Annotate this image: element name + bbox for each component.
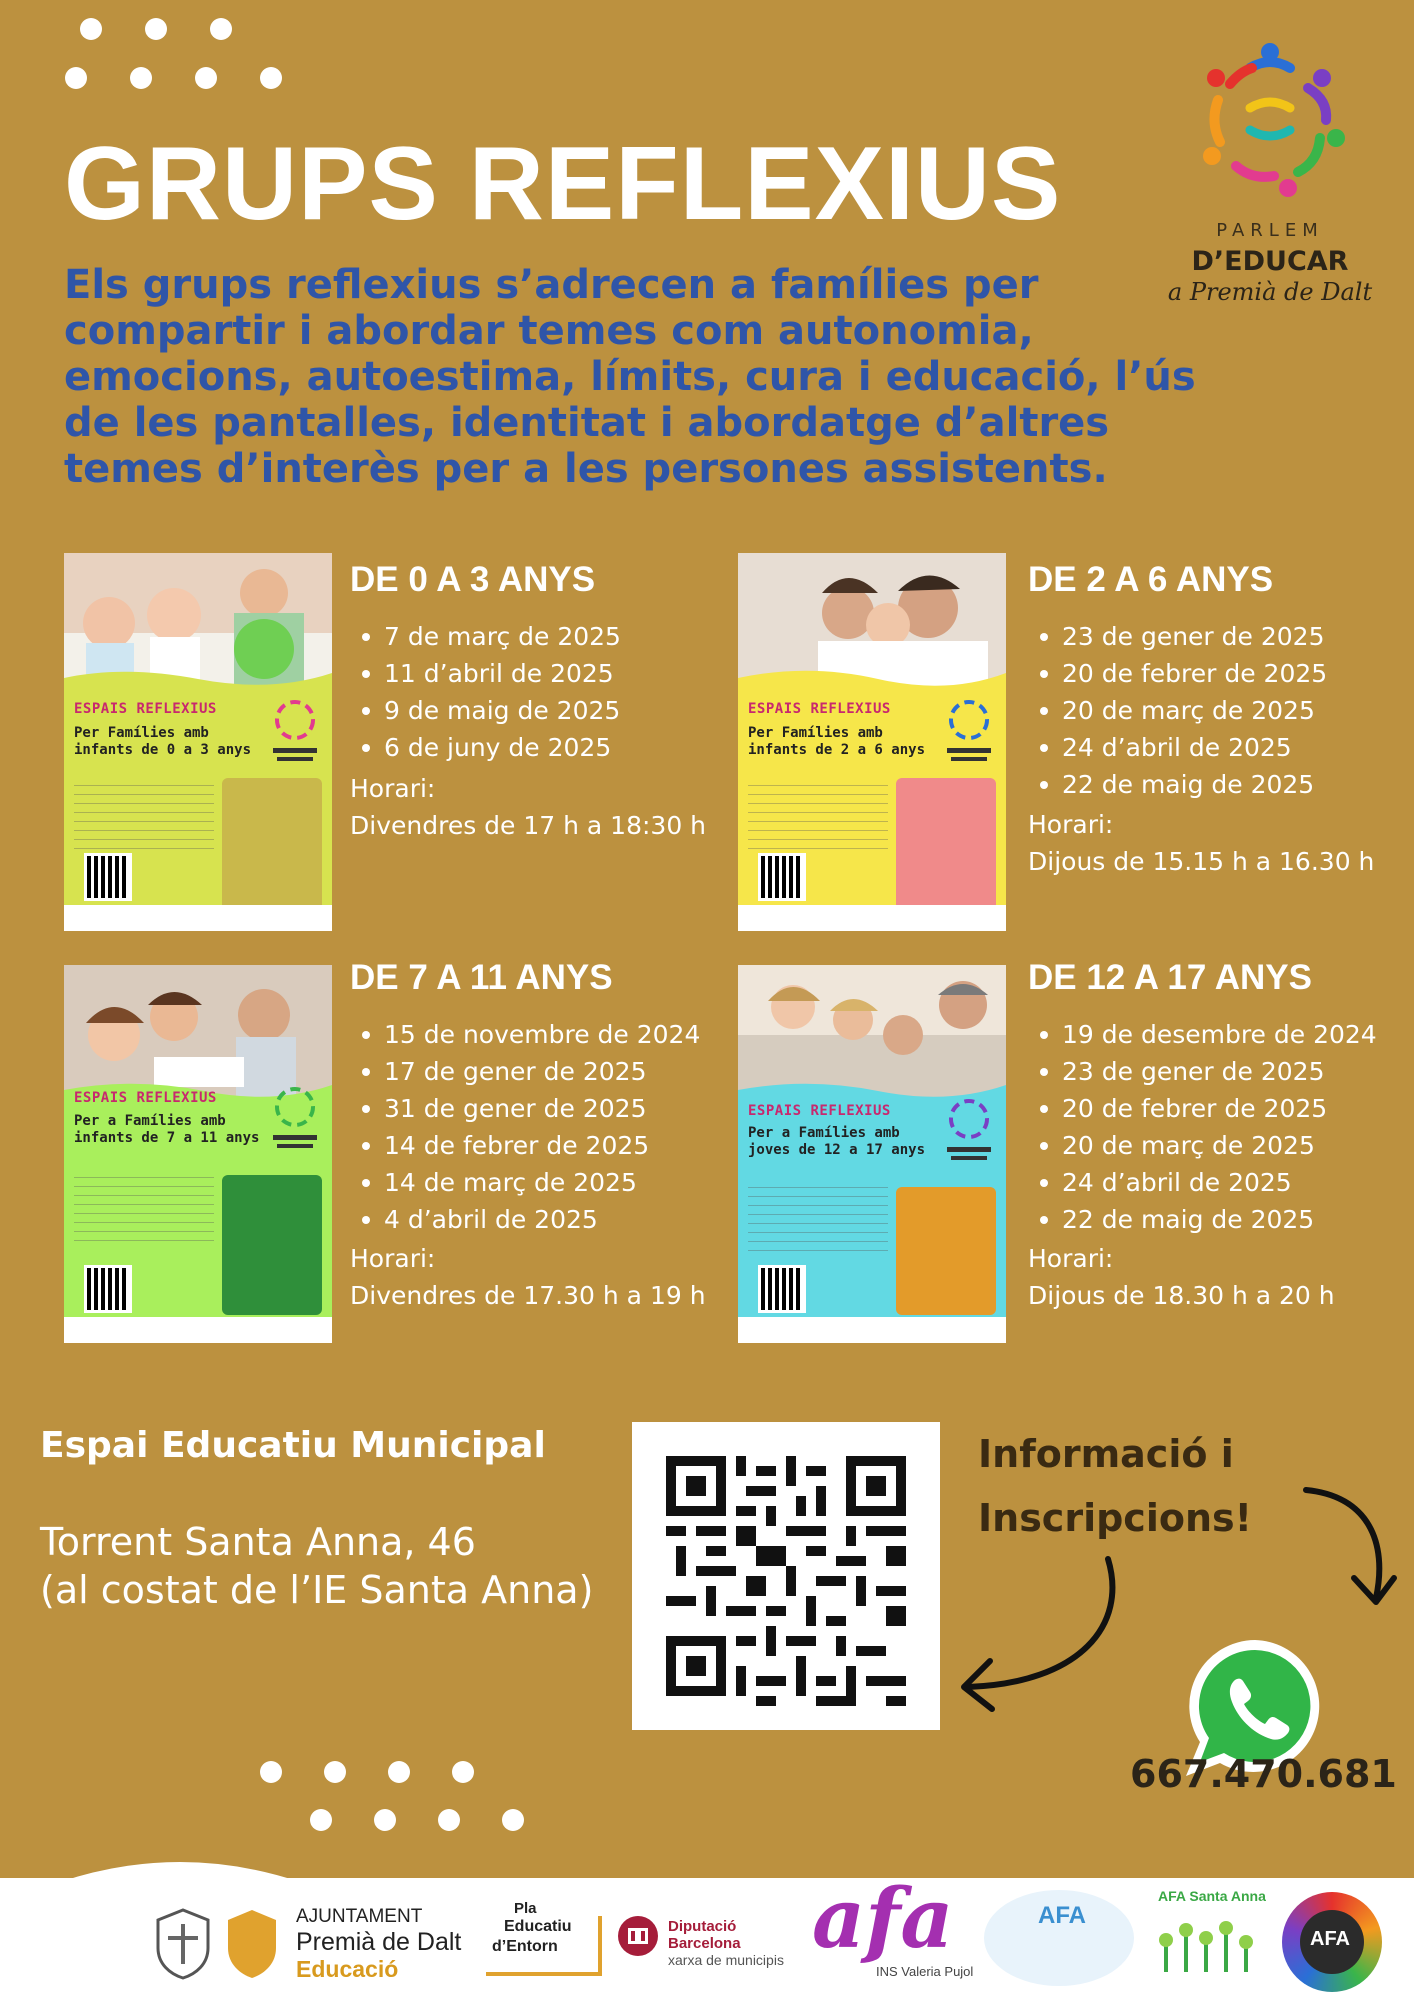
phone-number: 667.470.681 xyxy=(1130,1752,1397,1796)
poster-title: ESPAIS REFLEXIUS xyxy=(74,701,217,717)
date-item: 14 de febrer de 2025 xyxy=(350,1127,700,1164)
venue-address-line1: Torrent Santa Anna, 46 xyxy=(40,1520,476,1564)
date-item: 20 de febrer de 2025 xyxy=(1028,655,1327,692)
date-item: 31 de gener de 2025 xyxy=(350,1090,700,1127)
afa-escoles-logo xyxy=(984,1890,1134,1986)
horari-label: Horari: xyxy=(1028,810,1114,839)
date-item: 24 d’abril de 2025 xyxy=(1028,1164,1377,1201)
diputacio-icon xyxy=(616,1914,660,1958)
footer-logos xyxy=(0,1871,1414,2000)
afa-valeria-logo: afa xyxy=(812,1871,954,1967)
date-item: 19 de desembre de 2024 xyxy=(1028,1016,1377,1053)
date-item: 23 de gener de 2025 xyxy=(1028,1053,1377,1090)
page-title: GRUPS REFLEXIUS xyxy=(64,126,1062,242)
afa-santa-anna-text: AFA Santa Anna xyxy=(1158,1888,1266,1904)
ajuntament-shield-icon xyxy=(224,1908,280,1980)
pla-logo-line2: Educatiu xyxy=(504,1918,572,1935)
pla-logo-line1: Pla xyxy=(514,1900,537,1917)
date-item: 6 de juny de 2025 xyxy=(350,729,621,766)
poster-title: ESPAIS REFLEXIUS xyxy=(748,1103,891,1119)
afa-valeria-sub: INS Valeria Pujol xyxy=(876,1964,974,1979)
venue-address-line2: (al costat de l’IE Santa Anna) xyxy=(40,1568,594,1612)
afa-escoles-text: AFA xyxy=(1038,1902,1086,1929)
logo-line-3: a Premià de Dalt xyxy=(1167,278,1373,306)
poster-subtitle: Per Famílies amb infants de 2 a 6 anys xyxy=(748,725,926,758)
poster-title: ESPAIS REFLEXIUS xyxy=(748,701,891,717)
date-item: 22 de maig de 2025 xyxy=(1028,1201,1377,1238)
afa-manent-text: AFA xyxy=(1310,1928,1350,1950)
intro-line: compartir i abordar temes com autonomia, xyxy=(64,308,1034,354)
horari-value: Dijous de 18.30 h a 20 h xyxy=(1028,1281,1335,1310)
age-heading-0-3: DE 0 A 3 ANYS xyxy=(350,560,596,599)
intro-line: de les pantalles, identitat i abordatge d’altres xyxy=(64,400,1110,446)
date-item: 7 de març de 2025 xyxy=(350,618,621,655)
date-item: 14 de març de 2025 xyxy=(350,1164,700,1201)
pla-logo-line3: d’Entorn xyxy=(492,1938,558,1955)
afa-maria-manent-logo xyxy=(1282,1892,1382,1992)
ajuntament-logo-line1: AJUNTAMENT xyxy=(296,1906,423,1927)
horari-label: Horari: xyxy=(1028,1244,1114,1273)
ajuntament-logo-line2: Premià de Dalt xyxy=(296,1928,462,1956)
municipal-shield-icon xyxy=(154,1908,212,1980)
date-item: 9 de maig de 2025 xyxy=(350,692,621,729)
date-item: 24 d’abril de 2025 xyxy=(1028,729,1327,766)
afa-santa-anna-logo xyxy=(1142,1888,1266,1992)
diputacio-logo-line3: xarxa de municipis xyxy=(668,1952,784,1968)
footer-notch xyxy=(60,1852,300,1882)
venue-title: Espai Educatiu Municipal xyxy=(40,1425,546,1466)
intro-line: emocions, autoestima, límits, cura i educació, l’ús xyxy=(64,354,1196,400)
horari-value: Dijous de 15.15 h a 16.30 h xyxy=(1028,847,1375,876)
pla-educatiu-logo xyxy=(486,1900,602,1976)
info-line-1: Informació i xyxy=(978,1432,1234,1476)
info-line-2: Inscripcions! xyxy=(978,1496,1252,1540)
plants-icon xyxy=(1156,1914,1256,1974)
horari-label: Horari: xyxy=(350,1244,436,1273)
date-item: 4 d’abril de 2025 xyxy=(350,1201,700,1238)
intro-line: Els grups reflexius s’adrecen a famílies per xyxy=(64,262,1039,308)
date-item: 11 d’abril de 2025 xyxy=(350,655,621,692)
date-item: 20 de febrer de 2025 xyxy=(1028,1090,1377,1127)
age-heading-7-11: DE 7 A 11 ANYS xyxy=(350,958,613,997)
ajuntament-logo-line3: Educació xyxy=(296,1956,399,1982)
horari-label: Horari: xyxy=(350,774,436,803)
date-item: 15 de novembre de 2024 xyxy=(350,1016,700,1053)
date-item: 20 de març de 2025 xyxy=(1028,1127,1377,1164)
diputacio-logo-line1: Diputació xyxy=(668,1918,737,1935)
age-heading-12-17: DE 12 A 17 ANYS xyxy=(1028,958,1312,997)
poster-subtitle: Per a Famílies amb joves de 12 a 17 anys xyxy=(748,1125,926,1158)
date-item: 20 de març de 2025 xyxy=(1028,692,1327,729)
date-item: 22 de maig de 2025 xyxy=(1028,766,1327,803)
logo-line-1: PARLEM xyxy=(1216,220,1324,241)
diputacio-logo-line2: Barcelona xyxy=(668,1935,741,1952)
horari-value: Divendres de 17 h a 18:30 h xyxy=(350,811,707,840)
horari-value: Divendres de 17.30 h a 19 h xyxy=(350,1281,706,1310)
poster-subtitle: Per a Famílies amb infants de 7 a 11 anys xyxy=(74,1113,260,1146)
poster-title: ESPAIS REFLEXIUS xyxy=(74,1090,217,1106)
poster-subtitle: Per Famílies amb infants de 0 a 3 anys xyxy=(74,725,252,758)
logo-line-2: D’EDUCAR xyxy=(1191,246,1349,277)
date-item: 23 de gener de 2025 xyxy=(1028,618,1327,655)
date-item: 17 de gener de 2025 xyxy=(350,1053,700,1090)
age-heading-2-6: DE 2 A 6 ANYS xyxy=(1028,560,1274,599)
intro-line: temes d’interès per a les persones assistents. xyxy=(64,446,1108,492)
